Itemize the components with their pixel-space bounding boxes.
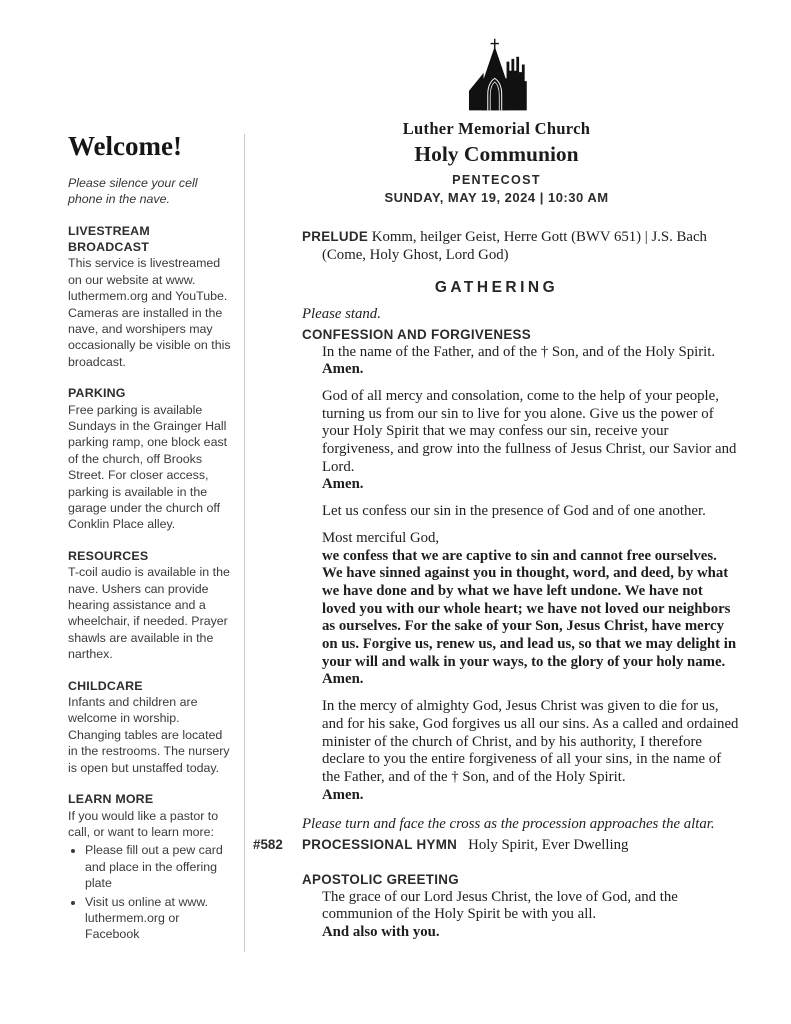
hymn-number: #582 (253, 837, 283, 853)
main-column (253, 38, 740, 942)
sidebar-body-childcare: Infants and children are welcome in worship. Changing tables are located in the restrooms. The nursery is open but unstaffed today. (68, 695, 230, 775)
processional-hymn-label: PROCESSIONAL HYMN (302, 837, 458, 853)
prelude-label: PRELUDE (302, 229, 369, 244)
sidebar-heading-resources: RESOURCES (68, 548, 149, 563)
church-logo-icon (253, 38, 740, 116)
sidebar-section-resources (68, 548, 234, 663)
confession-p1: In the name of the Father, and of the † Son, and of the Holy Spirit. (322, 343, 716, 360)
amen-response-1: Amen. (322, 361, 364, 378)
sidebar-section-parking (68, 385, 234, 533)
sidebar-section-learn-more (68, 791, 234, 943)
learn-more-bullet-list (68, 842, 234, 942)
apostolic-greeting-heading: APOSTOLIC GREETING (302, 871, 459, 887)
sidebar-heading-livestream: LIVESTREAM BROADCAST (68, 223, 150, 254)
apostolic-greeting-response: And also with you. (322, 923, 440, 940)
section-title-gathering: GATHERING (434, 279, 559, 297)
confession-p5: In the mercy of almighty God, Jesus Christ was given to die for us, and for his sake, God forgives us all our sins. As a called and ordained minister of the church of Christ, and by his authority, I therefore declare to you the entire forgiveness of all your sins, in the name of the Father, and of the † Son, and of the Holy Spirit. (322, 698, 739, 785)
season-label: PENTECOST (452, 173, 541, 187)
prelude-piece: Komm, heilger Geist, Herre Gott (BWV 651) | J.S. Bach (371, 229, 707, 245)
sidebar-heading-learn-more: LEARN MORE (68, 792, 154, 807)
amen-response-2: Amen. (322, 476, 364, 493)
church-name: Luther Memorial Church (402, 119, 591, 138)
sidebar-section-childcare (68, 678, 234, 776)
sidebar (68, 132, 234, 958)
learn-more-bullet-online: • Visit us online at www. luthermem.org or Facebook (85, 894, 234, 943)
confession-p2: God of all mercy and consolation, come to the help of your people, turning us from our sin to live for you alone. Give us the power of your Holy Spirit that we may confess our sin, receive your forgiveness, and grow into the fullness of Jesus Christ, our Savior and Lord. (322, 387, 737, 475)
service-datetime: SUNDAY, MAY 19, 2024 | 10:30 AM (384, 190, 609, 205)
rubric-face-cross: Please turn and face the cross as the procession approaches the altar. (302, 816, 715, 833)
sidebar-body-parking: Free parking is available Sundays in the Grainger Hall parking ramp, one block east of the church, off Brooks Street. For closer access, parking is available in the garage under the church off Conklin Place alley. (68, 402, 228, 532)
sidebar-heading-parking: PARKING (68, 386, 126, 401)
sidebar-silence-note: Please silence your cell phone in the nave. (68, 175, 198, 207)
prelude-row (253, 228, 740, 247)
confession-heading: CONFESSION AND FORGIVENESS (302, 326, 532, 342)
confession-p4-bold: we confess that we are captive to sin and cannot free ourselves. We have sinned against you in thought, word, and deed, by what we have done and by what we have left undone. We have not loved you with our whole heart; we have not loved our neighbors as ourselves. For the sake of your Son, Jesus Christ, have mercy on us. Forgive us, renew us, and lead us, so that we may delight in your will and walk in your ways, to the glory of your holy name. (322, 547, 737, 670)
sidebar-body-livestream: This service is livestreamed on our website at www. luthermem.org and YouTube. Cameras are installed in the nave, and worshipers may occasionally be visible on this broadcast. (68, 256, 231, 369)
service-title: Holy Communion (414, 142, 579, 166)
processional-hymn-title: Holy Spirit, Ever Dwelling (468, 837, 629, 854)
amen-response-4: Amen. (322, 786, 364, 803)
rubric-please-stand: Please stand. (302, 306, 381, 323)
sidebar-body-learn-more: If you would like a pastor to call, or want to learn more: (68, 808, 219, 839)
column-divider (244, 134, 245, 952)
confession-p4-lead: Most merciful God, (322, 529, 440, 546)
liturgy-content (253, 228, 740, 942)
processional-hymn-row (253, 836, 740, 855)
sidebar-section-livestream (68, 223, 234, 371)
learn-more-bullet-pew-card: • Please fill out a pew card and place in the offering plate (85, 842, 234, 891)
confession-p3: Let us confess our sin in the presence of God and of one another. (322, 503, 706, 520)
apostolic-greeting-text: The grace of our Lord Jesus Christ, the love of God, and the communion of the Holy Spirit be with you all. (322, 888, 678, 923)
prelude-translation: (Come, Holy Ghost, Lord God) (322, 246, 509, 263)
sidebar-body-resources: T-coil audio is available in the nave. Ushers can provide hearing assistance and a wheelchair, if needed. Prayer shawls are available in the narthex. (68, 565, 230, 662)
sidebar-heading-childcare: CHILDCARE (68, 678, 143, 693)
sidebar-welcome-title: Welcome! (68, 131, 182, 161)
bulletin-header (253, 38, 740, 205)
apostolic-greeting-block (253, 871, 740, 942)
amen-response-3: Amen. (322, 671, 364, 688)
